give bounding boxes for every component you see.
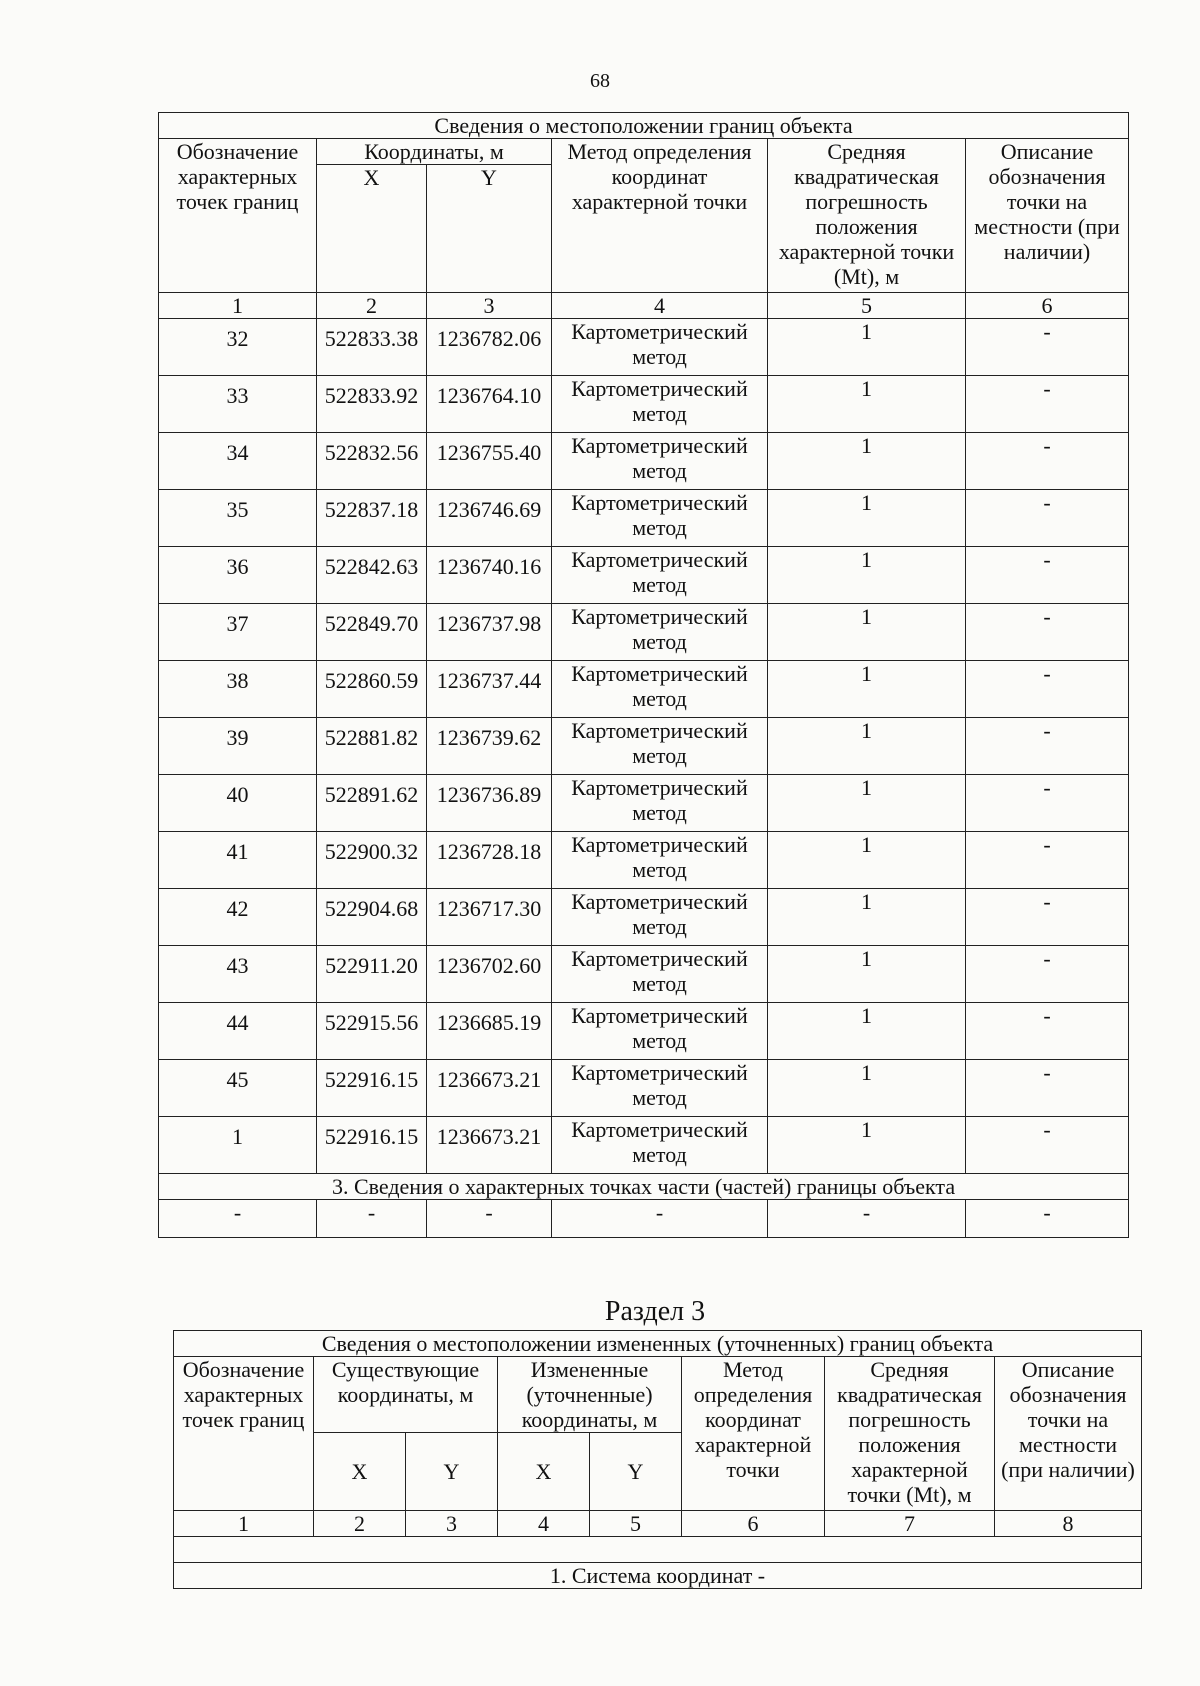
method-cell: Картометрический метод [552,661,768,718]
t2-col-number: 1 [174,1511,314,1537]
description-cell: - [966,832,1129,889]
table2-title: Сведения о местоположении измененных (уточненных) границ объекта [174,1331,1142,1357]
t2-col-number: 7 [825,1511,995,1537]
accuracy-cell: 1 [768,604,966,661]
t2-header-x2: X [498,1433,590,1511]
header-x: X [317,165,427,293]
table-row [159,547,1129,604]
method-cell: Картометрический метод [552,946,768,1003]
point-cell: 39 [159,718,317,775]
point-cell: 36 [159,547,317,604]
table-row [159,376,1129,433]
col-number: 5 [768,293,966,319]
y-cell: 1236764.10 [427,376,552,433]
part-cell: - [552,1200,768,1238]
accuracy-cell: 1 [768,547,966,604]
point-cell: 44 [159,1003,317,1060]
point-cell: 34 [159,433,317,490]
y-cell: 1236739.62 [427,718,552,775]
method-cell: Картометрический метод [552,1060,768,1117]
part-cell: - [427,1200,552,1238]
method-cell: Картометрический метод [552,718,768,775]
description-cell: - [966,433,1129,490]
method-cell: Картометрический метод [552,376,768,433]
x-cell: 522916.15 [317,1117,427,1174]
table-row [159,775,1129,832]
table-row [159,1003,1129,1060]
y-cell: 1236685.19 [427,1003,552,1060]
method-cell: Картометрический метод [552,889,768,946]
accuracy-cell: 1 [768,946,966,1003]
table-row [159,718,1129,775]
table-row [159,490,1129,547]
y-cell: 1236746.69 [427,490,552,547]
method-cell: Картометрический метод [552,1003,768,1060]
table-row [159,661,1129,718]
point-cell: 45 [159,1060,317,1117]
x-cell: 522832.56 [317,433,427,490]
table-row [159,1117,1129,1174]
x-cell: 522900.32 [317,832,427,889]
point-cell: 32 [159,319,317,376]
col-number: 4 [552,293,768,319]
part-cell: - [966,1200,1129,1238]
accuracy-cell: 1 [768,1117,966,1174]
header-point: Обозначение характерных точек границ [159,139,317,293]
col-number: 1 [159,293,317,319]
description-cell: - [966,775,1129,832]
description-cell: - [966,889,1129,946]
part-cell: - [159,1200,317,1238]
method-cell: Картометрический метод [552,832,768,889]
t2-col-number: 6 [682,1511,825,1537]
table-row [159,889,1129,946]
x-cell: 522833.38 [317,319,427,376]
y-cell: 1236737.44 [427,661,552,718]
x-cell: 522891.62 [317,775,427,832]
col-number: 6 [966,293,1129,319]
x-cell: 522911.20 [317,946,427,1003]
method-cell: Картометрический метод [552,1117,768,1174]
t2-header-accuracy: Средняя квадратическая погрешность положения характерной точки (Mt), м [825,1357,995,1511]
point-cell: 40 [159,775,317,832]
description-cell: - [966,718,1129,775]
accuracy-cell: 1 [768,1060,966,1117]
x-cell: 522837.18 [317,490,427,547]
accuracy-cell: 1 [768,376,966,433]
y-cell: 1236755.40 [427,433,552,490]
y-cell: 1236673.21 [427,1060,552,1117]
col-number: 2 [317,293,427,319]
x-cell: 522915.56 [317,1003,427,1060]
t2-col-number: 3 [406,1511,498,1537]
table-row [159,319,1129,376]
point-cell: 35 [159,490,317,547]
method-cell: Картометрический метод [552,604,768,661]
point-cell: 38 [159,661,317,718]
x-cell: 522916.15 [317,1060,427,1117]
t2-col-number: 8 [995,1511,1142,1537]
y-cell: 1236702.60 [427,946,552,1003]
point-cell: 1 [159,1117,317,1174]
t2-col-number: 4 [498,1511,590,1537]
method-cell: Картометрический метод [552,433,768,490]
t2-header-method: Метод определения координат характерной точки [682,1357,825,1511]
part-cell: - [317,1200,427,1238]
y-cell: 1236736.89 [427,775,552,832]
t2-header-existing: Существующие координаты, м [314,1357,498,1433]
y-cell: 1236728.18 [427,832,552,889]
point-cell: 37 [159,604,317,661]
coordinate-system-row: 1. Система координат - [174,1563,1142,1589]
method-cell: Картометрический метод [552,490,768,547]
table-row [159,433,1129,490]
description-cell: - [966,1003,1129,1060]
description-cell: - [966,547,1129,604]
t2-col-number: 5 [590,1511,682,1537]
point-cell: 42 [159,889,317,946]
table1-title: Сведения о местоположении границ объекта [159,113,1129,139]
x-cell: 522849.70 [317,604,427,661]
boundary-points-table [158,112,1129,1238]
accuracy-cell: 1 [768,1003,966,1060]
description-cell: - [966,1060,1129,1117]
table-row [159,946,1129,1003]
changed-boundaries-table [173,1330,1142,1589]
y-cell: 1236782.06 [427,319,552,376]
accuracy-cell: 1 [768,490,966,547]
t2-header-point: Обозначение характерных точек границ [174,1357,314,1511]
method-cell: Картометрический метод [552,319,768,376]
t2-header-changed: Измененные (уточненные) координаты, м [498,1357,682,1433]
t2-header-description: Описание обозначения точки на местности (при наличии) [995,1357,1142,1511]
method-cell: Картометрический метод [552,775,768,832]
x-cell: 522842.63 [317,547,427,604]
x-cell: 522860.59 [317,661,427,718]
t2-header-y1: Y [406,1433,498,1511]
x-cell: 522904.68 [317,889,427,946]
header-y: Y [427,165,552,293]
description-cell: - [966,604,1129,661]
description-cell: - [966,946,1129,1003]
y-cell: 1236740.16 [427,547,552,604]
table-row [159,832,1129,889]
t2-blank-row [174,1537,1142,1563]
header-description: Описание обозначения точки на местности (при наличии) [966,139,1129,293]
accuracy-cell: 1 [768,832,966,889]
description-cell: - [966,1117,1129,1174]
point-cell: 41 [159,832,317,889]
header-method: Метод определения координат характерной точки [552,139,768,293]
accuracy-cell: 1 [768,889,966,946]
table-row [159,604,1129,661]
table-row [159,1060,1129,1117]
point-cell: 43 [159,946,317,1003]
accuracy-cell: 1 [768,718,966,775]
header-coords: Координаты, м [317,139,552,165]
point-cell: 33 [159,376,317,433]
part-section-title: 3. Сведения о характерных точках части (частей) границы объекта [159,1174,1129,1200]
accuracy-cell: 1 [768,433,966,490]
accuracy-cell: 1 [768,661,966,718]
x-cell: 522833.92 [317,376,427,433]
description-cell: - [966,661,1129,718]
t2-col-number: 2 [314,1511,406,1537]
y-cell: 1236673.21 [427,1117,552,1174]
y-cell: 1236737.98 [427,604,552,661]
section-title: Раздел 3 [604,1296,706,1327]
description-cell: - [966,376,1129,433]
t2-header-y2: Y [590,1433,682,1511]
accuracy-cell: 1 [768,319,966,376]
header-accuracy: Средняя квадратическая погрешность положения характерной точки (Mt), м [768,139,966,293]
description-cell: - [966,490,1129,547]
accuracy-cell: 1 [768,775,966,832]
y-cell: 1236717.30 [427,889,552,946]
page-number: 68 [590,70,610,92]
t2-header-x1: X [314,1433,406,1511]
part-cell: - [768,1200,966,1238]
method-cell: Картометрический метод [552,547,768,604]
description-cell: - [966,319,1129,376]
col-number: 3 [427,293,552,319]
x-cell: 522881.82 [317,718,427,775]
